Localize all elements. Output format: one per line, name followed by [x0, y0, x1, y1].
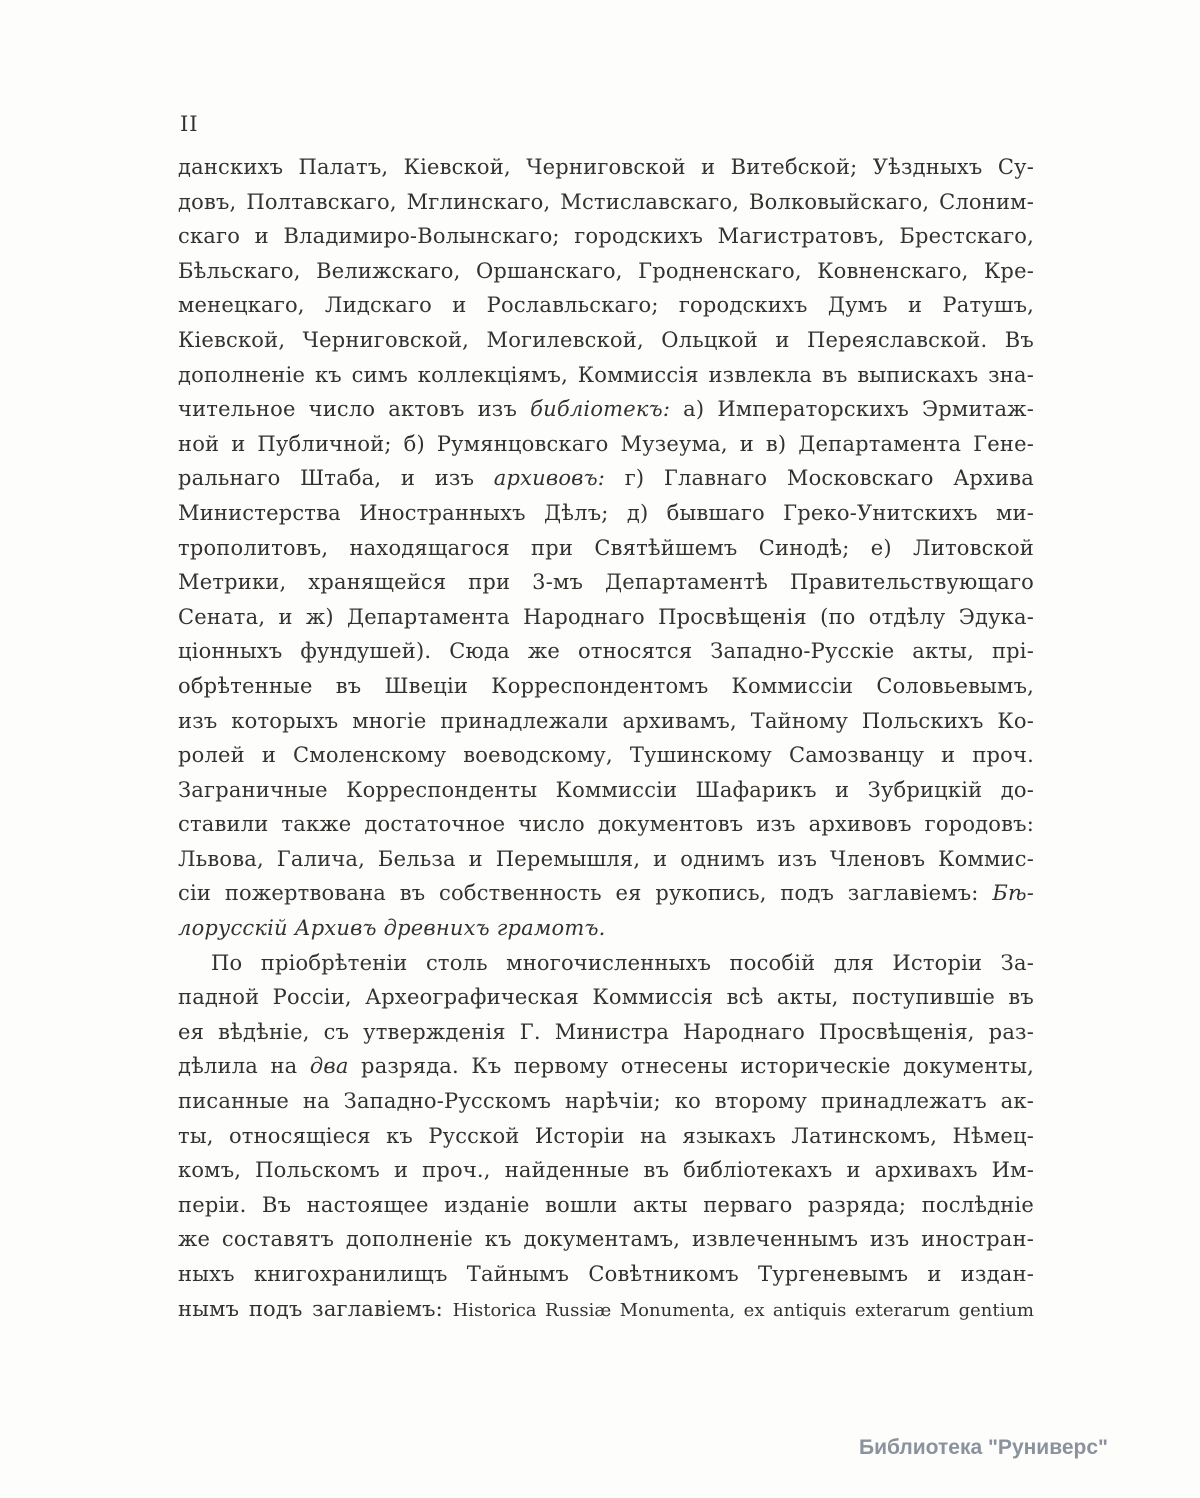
text-line: [178, 807, 1034, 842]
text-line: [178, 1188, 1034, 1223]
text-line: [178, 323, 1034, 358]
text-line: [178, 842, 1034, 877]
text-line: [178, 1292, 1034, 1329]
text-run: ея вѣдѣніе, съ утвержденія Г. Министра Народнаго Просвѣщенія, раз-: [178, 1019, 1034, 1044]
text-line: [178, 911, 1034, 946]
library-watermark: Библиотека "Руниверс": [858, 1436, 1108, 1459]
text-run: ролей и Смоленскому воеводскому, Тушинскому Самозванцу и проч.: [178, 743, 1034, 768]
text-run: Сената, и ж) Департамента Народнаго Просвѣщенія (по отдѣлу Эдука-: [178, 604, 1034, 629]
text-line: [178, 1222, 1034, 1257]
text-run: Заграничные Корреспонденты Коммиссіи Шафарикъ и Зубрицкій до-: [178, 777, 1034, 802]
text-run: періи. Въ настоящее изданіе вошли акты перваго разряда; послѣдніе: [178, 1192, 1034, 1217]
text-run: Метрики, хранящейся при 3-мъ Департаментѣ Правительствующаго: [178, 570, 1034, 595]
body-text: [178, 150, 1034, 1328]
text-line: [178, 980, 1034, 1015]
text-run: ставили также достаточное число документовъ изъ архивовъ городовъ:: [178, 812, 1034, 837]
text-run: нымъ подъ заглавіемъ:: [178, 1296, 453, 1321]
text-line: [178, 1084, 1034, 1119]
text-run: трополитовъ, находящагося при Святѣйшемъ Синодѣ; е) Литовской: [178, 535, 1034, 560]
text-run: ты, относящіеся къ Русской Исторіи на языкахъ Латинскомъ, Нѣмец-: [178, 1123, 1034, 1148]
text-line: [178, 461, 1034, 496]
text-run: скаго и Владимиро-Волынскаго; городскихъ Магистратовъ, Брестскаго,: [178, 224, 1034, 249]
text-line: [178, 496, 1034, 531]
text-line: [178, 1153, 1034, 1188]
text-line: [178, 773, 1034, 808]
text-run: ціонныхъ фундушей). Сюда же относятся Западно-Русскіе акты, прі-: [178, 639, 1034, 664]
text-line: [178, 738, 1034, 773]
text-run: ральнаго Штаба, и изъ: [178, 466, 494, 491]
text-run: ной и Публичной; б) Румянцовскаго Музеума, и в) Департамента Гене-: [178, 431, 1034, 456]
text-run: библіотекъ:: [530, 397, 671, 422]
text-line: [178, 600, 1034, 635]
text-run: По пріобрѣтеніи столь многочисленныхъ пособій для Исторіи За-: [211, 950, 1034, 975]
text-run: разряда. Къ первому отнесены историческіе документы,: [348, 1054, 1034, 1079]
text-run: чительное число актовъ изъ: [178, 397, 531, 422]
text-run: обрѣтенные въ Швеціи Корреспондентомъ Коммиссіи Соловьевымъ,: [178, 673, 1034, 698]
text-run: а) Императорскихъ Эрмитаж-: [670, 397, 1034, 422]
text-line: [178, 185, 1034, 220]
text-run: Бѣ-: [992, 881, 1034, 906]
text-run: писанные на Западно-Русскомъ нарѣчіи; ко второму принадлежатъ ак-: [178, 1089, 1034, 1114]
text-run: архивовъ:: [493, 466, 606, 491]
page-number: II: [180, 112, 199, 136]
text-line: [178, 1049, 1034, 1084]
text-line: [178, 634, 1034, 669]
text-run: падной Россіи, Археографическая Коммиссія всѣ акты, поступившіе въ: [178, 985, 1034, 1010]
text-run: ныхъ книгохранилищъ Тайнымъ Совѣтникомъ Тургеневымъ и издан-: [178, 1262, 1034, 1286]
text-line: [178, 288, 1034, 323]
text-run: же составятъ дополненіе къ документамъ, извлеченнымъ изъ иностран-: [178, 1227, 1034, 1252]
text-line: [178, 531, 1034, 566]
text-run: изъ которыхъ многіе принадлежали архивамъ, Тайному Польскихъ Ко-: [178, 708, 1034, 733]
text-line: [178, 704, 1034, 739]
text-run: сіи пожертвована въ собственность ея рукопись, подъ заглавіемъ:: [178, 881, 993, 906]
text-line: [178, 254, 1034, 289]
text-line: [178, 219, 1034, 254]
text-run: Министерства Иностранныхъ Дѣлъ; д) бывшаго Греко-Унитскихъ ми-: [178, 500, 1034, 525]
text-run: менецкаго, Лидскаго и Рославльскаго; городскихъ Думъ и Ратушъ,: [178, 293, 1034, 318]
text-run: г) Главнаго Московскаго Архива: [605, 466, 1034, 491]
text-run: лорусскій Архивъ древнихъ грамотъ.: [178, 916, 606, 941]
text-run: данскихъ Палатъ, Кіевской, Черниговской и Витебской; Уѣздныхъ Су-: [178, 155, 1034, 179]
text-line: [178, 392, 1034, 427]
text-line: [178, 876, 1034, 911]
text-run: Бѣльскаго, Велижскаго, Оршанскаго, Гродненскаго, Ковненскаго, Кре-: [178, 258, 1034, 283]
text-line: [178, 946, 1034, 981]
text-line: [178, 1015, 1034, 1050]
text-line: [178, 1257, 1034, 1292]
text-run: дѣлила на: [178, 1054, 310, 1079]
text-line: [178, 150, 1034, 185]
text-run: два: [309, 1054, 349, 1079]
text-run: довъ, Полтавскаго, Мглинскаго, Мстиславскаго, Волковыйскаго, Слоним-: [178, 189, 1034, 214]
text-line: [178, 1119, 1034, 1154]
text-line: [178, 358, 1034, 393]
text-run: дополненіе къ симъ коллекціямъ, Коммиссія извлекла въ выпискахъ зна-: [178, 362, 1034, 387]
text-run: Львова, Галича, Бельза и Перемышля, и однимъ изъ Членовъ Коммис-: [178, 846, 1034, 871]
text-line: [178, 427, 1034, 462]
text-run: комъ, Польскомъ и проч., найденные въ библіотекахъ и архивахъ Им-: [178, 1158, 1034, 1183]
text-line: [178, 565, 1034, 600]
text-line: [178, 669, 1034, 704]
text-run: Кіевской, Черниговской, Могилевской, Ольцкой и Переяславской. Въ: [178, 327, 1034, 352]
text-run: Historica Russiæ Monumenta, ex antiquis exterarum gentium: [452, 1299, 1034, 1321]
